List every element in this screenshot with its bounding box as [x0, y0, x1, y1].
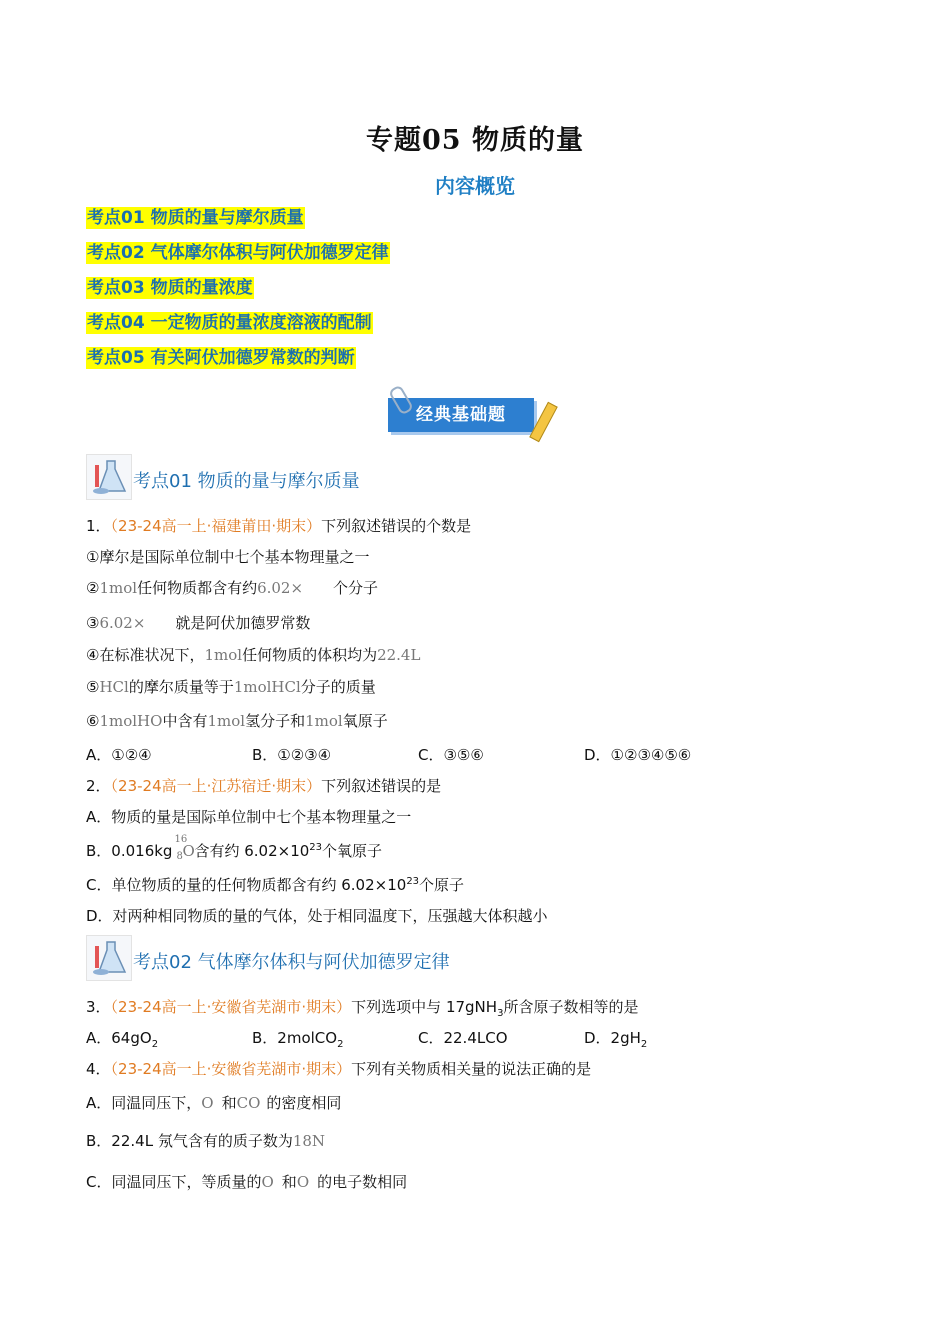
question-text: 下列叙述错误的是: [321, 777, 442, 795]
option-c: C．③⑤⑥: [418, 746, 484, 764]
question-source: （23-24高一上·江苏宿迁·期末）: [110, 777, 322, 795]
formula: O: [150, 712, 163, 730]
overview-item-2: 考点02 气体摩尔体积与阿伏加德罗定律: [87, 243, 389, 263]
marker: ②: [86, 579, 100, 597]
formula: 1molHCl: [233, 678, 301, 696]
section-title-2: 考点02 气体摩尔体积与阿伏加德罗定律: [133, 952, 450, 973]
formula: 1mol: [99, 579, 138, 597]
overview-item-1: 考点01 物质的量与摩尔质量: [87, 208, 304, 228]
text: 任何物质都含有约: [137, 579, 258, 597]
statement-3: [86, 612, 310, 633]
formula: 22.4L: [377, 646, 421, 664]
text: ④在标准状况下，: [86, 646, 205, 664]
page-title: 专题05 物质的量: [366, 125, 584, 156]
formula: HCl: [99, 678, 129, 696]
question-number: 2．: [86, 777, 111, 795]
option-b: B．0.016kg 16 8 O含有约 $6.02\times 10^{23}$个氧原子: [86, 834, 383, 862]
question-source: （23-24高一上·福建莆田·期末）: [110, 517, 322, 535]
option-d: D．$2gH_2$: [584, 1029, 648, 1050]
section-badge: [388, 388, 568, 444]
overview-item-4: 考点04 一定物质的量浓度溶液的配制: [87, 313, 372, 333]
isotope: 16 8 O: [174, 834, 195, 862]
formula: 1mol: [204, 646, 243, 664]
text: 任何物质的体积均为: [242, 646, 378, 664]
question-text: 下列叙述错误的个数是: [321, 517, 472, 535]
statement-6: [86, 710, 388, 731]
text: 氧原子: [342, 712, 388, 730]
text: 中含有: [162, 712, 208, 730]
statement-4: [86, 644, 420, 665]
flask-icon: [86, 935, 132, 981]
marker: ⑥: [86, 712, 100, 730]
text: 分子的质量: [300, 678, 376, 696]
text: 含有约 6.02×10: [194, 842, 310, 860]
question-number: 1．: [86, 517, 111, 535]
option-b: B．2molCO$_2$: [252, 1029, 344, 1050]
marker: ③: [86, 614, 100, 632]
option-c: C．单位物质的量的任何物质都含有约 $6.02\times 10^{23}$个原子: [86, 876, 465, 894]
overview-item-5: 考点05 有关阿伏加德罗常数的判断: [87, 348, 355, 368]
question-3-stem: 3．（23-24高一上·安徽省芜湖市·期末）下列选项中与 17gNH$_3$所含原子数相等的是: [86, 998, 639, 1019]
statement-1: ①摩尔是国际单位制中七个基本物理量之一: [86, 548, 370, 566]
statement-2: [86, 577, 378, 598]
option-b: B．①②③④: [252, 746, 332, 764]
question-2-stem: [86, 775, 441, 796]
question-4-stem: 4．（23-24高一上·安徽省芜湖市·期末）下列有关物质相关量的说法正确的是: [86, 1060, 592, 1078]
text: 氢分子和: [245, 712, 306, 730]
flask-icon: [86, 454, 132, 500]
overview-heading: 内容概览: [435, 174, 515, 198]
formula: 1mol: [207, 712, 246, 730]
option-c: C．同温同压下，等质量的O 和O 的电子数相同: [86, 1173, 408, 1191]
option-a: A．物质的量是国际单位制中七个基本物理量之一: [86, 808, 412, 826]
option-a: A．①②④: [86, 746, 152, 764]
formula: 1molH: [99, 712, 151, 730]
option-b: B．22.4L 氖气含有的质子数为18N: [86, 1132, 326, 1150]
question-1-stem: [86, 515, 471, 536]
text: 个氧原子: [322, 842, 383, 860]
section-title-1: 考点01 物质的量与摩尔质量: [133, 471, 360, 492]
statement-5: [86, 676, 376, 697]
text: B．0.016kg: [86, 842, 173, 860]
option-c: C．22.4LCO: [418, 1029, 508, 1047]
marker: ⑤: [86, 678, 100, 696]
option-a: A．$64gO_2$: [86, 1029, 159, 1050]
text: 个分子: [333, 579, 379, 597]
text: 就是阿伏加德罗常数: [175, 614, 311, 632]
formula: 6.02×: [257, 579, 304, 597]
option-d: D．对两种相同物质的量的气体，处于相同温度下，压强越大体积越小: [86, 907, 548, 925]
overview-item-3: 考点03 物质的量浓度: [87, 278, 253, 298]
text: 的摩尔质量等于: [128, 678, 234, 696]
formula: 1mol: [305, 712, 343, 730]
option-d: D．①②③④⑤⑥: [584, 746, 692, 764]
option-a: A．同温同压下，O 和CO 的密度相同: [86, 1094, 342, 1112]
formula: 6.02×: [99, 614, 146, 632]
badge-label: 经典基础题: [388, 398, 534, 432]
